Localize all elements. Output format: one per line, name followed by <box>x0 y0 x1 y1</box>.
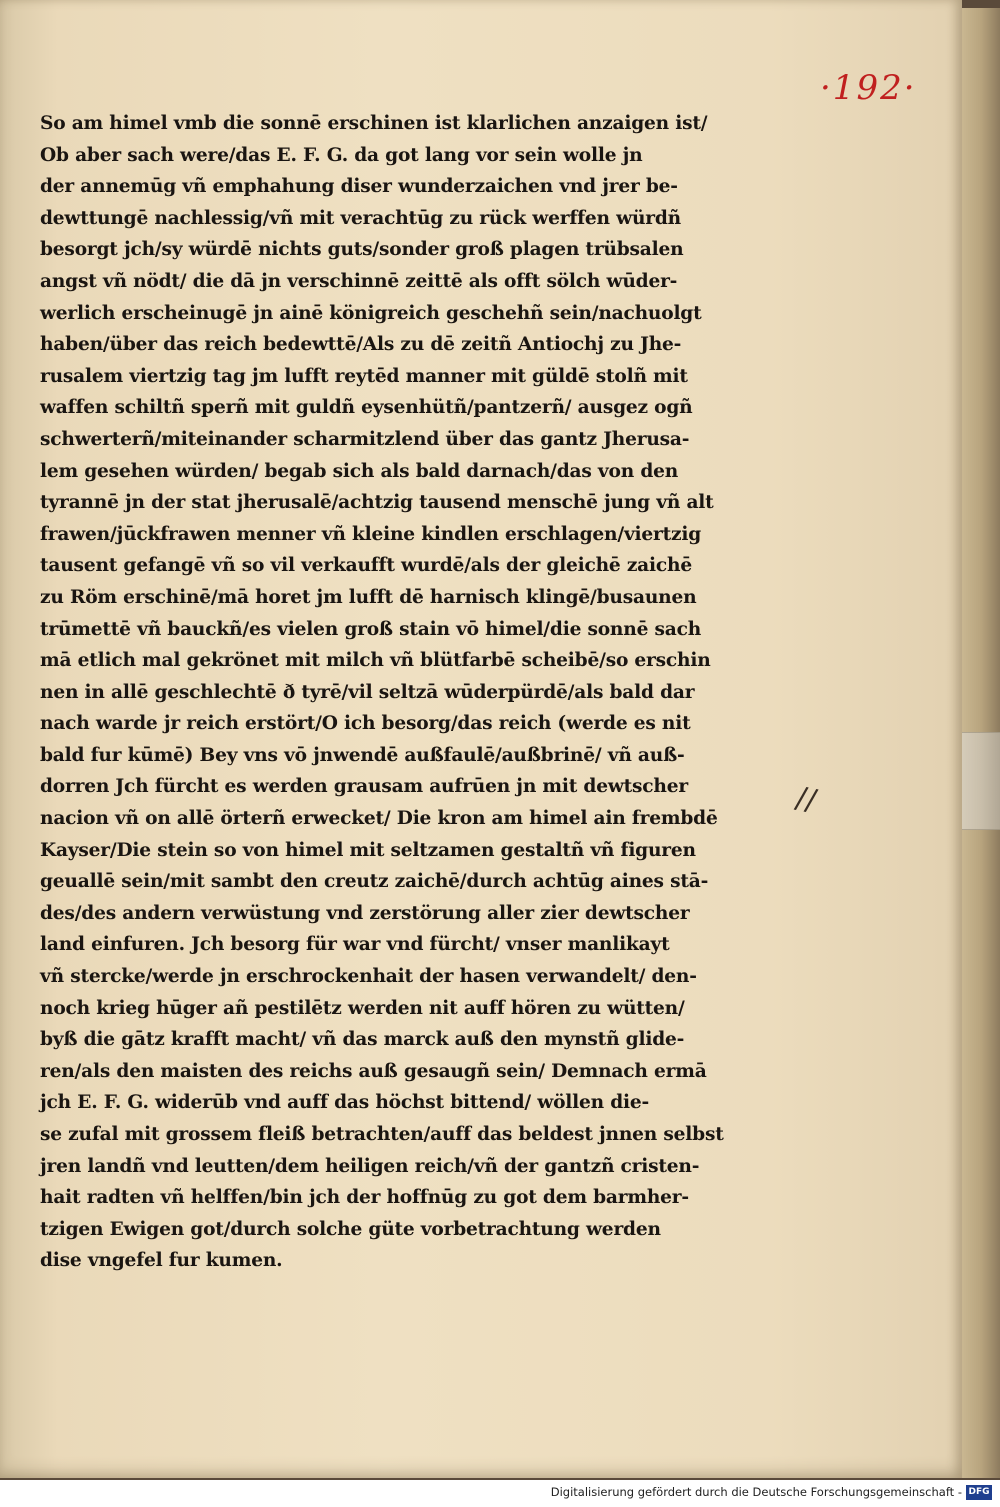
text-line: land einfuren. Jch besorg für war vnd fürcht/ vnser manlikayt <box>40 934 670 956</box>
text-line: Ob aber sach were/das E. F. G. da got lang vor sein wolle jn <box>40 144 643 166</box>
margin-mark: // <box>792 780 820 819</box>
text-line: se zufal mit grossem fleiß betrachten/auff das beldest jnnen selbst <box>40 1124 724 1145</box>
dfg-logo-icon: DFG <box>966 1485 992 1500</box>
text-line: dise vngefel fur kumen. <box>40 1250 283 1272</box>
text-line: dewttungē nachlessig/vñ mit verachtūg zu rück werffen würdñ <box>40 207 681 229</box>
text-line: mā etlich mal gekrönet mit milch vñ blütfarbē scheibē/so erschin <box>40 650 711 672</box>
text-line: nacion vñ on allē örterñ erwecket/ Die kron am himel ain frembdē <box>40 808 718 830</box>
text-line: des/des andern verwüstung vnd zerstörung aller zier dewtscher <box>40 902 690 924</box>
text-line: Kayser/Die stein so von himel mit seltzamen gestaltñ vñ figuren <box>40 839 696 861</box>
text-line: noch krieg hūger añ pestilētz werden nit auff hören zu wütten/ <box>40 997 685 1019</box>
text-line: tausent gefangē vñ so vil verkaufft wurdē/als der gleichē zaichē <box>40 555 692 577</box>
text-line: byß die gātz krafft macht/ vñ das marck auß den mynstñ glide- <box>40 1029 685 1051</box>
text-block <box>40 108 790 1277</box>
text-line: vñ stercke/werde jn erschrockenhait der hasen verwandelt/ den- <box>40 966 697 988</box>
footer-bar <box>0 1480 1000 1507</box>
text-line: nach warde jr reich erstört/O ich besorg/das reich (werde es nit <box>40 713 691 735</box>
text-line: geuallē sein/mit sambt den creutz zaichē/durch achtūg aines stā- <box>40 871 709 893</box>
text-line: nen in allē geschlechtē ð tyrē/vil seltzā wūderpürdē/als bald dar <box>40 681 695 703</box>
text-line: bald fur kūmē) Bey vns vō jnwendē außfaulē/außbrinē/ vñ auß- <box>40 744 685 766</box>
text-line: angst vñ nödt/ die dā jn verschinnē zeittē als offt sölch wūder- <box>40 270 678 292</box>
text-line: jch E. F. G. widerūb vnd auff das höchst bittend/ wöllen die- <box>40 1092 650 1114</box>
footer-credit: Digitalisierung gefördert durch die Deutsche Forschungsgemeinschaft - <box>550 1485 962 1499</box>
text-line: dorren Jch fürcht es werden grausam aufrūen jn mit dewtscher <box>40 776 688 798</box>
text-line: trūmettē vñ bauckñ/es vielen groß stain vō himel/die sonnē sach <box>40 618 702 640</box>
text-line: werlich erscheinugē jn ainē königreich geschehñ sein/nachuolgt <box>40 302 702 324</box>
text-line: haben/über das reich bedewttē/Als zu dē zeitñ Antiochj zu Jhe- <box>40 334 682 356</box>
text-line: So am himel vmb die sonnē erschinen ist klarlichen anzaigen ist/ <box>40 113 708 134</box>
text-line: tzigen Ewigen got/durch solche güte vorbetrachtung werden <box>40 1218 661 1240</box>
text-line: waffen schiltñ sperñ mit guldñ eysenhütñ/pantzerñ/ ausgez ogñ <box>40 397 693 419</box>
text-line: rusalem viertzig tag jm lufft reytēd manner mit güldē stolñ mit <box>40 365 688 387</box>
text-line: besorgt jch/sy würdē nichts guts/sonder groß plagen trübsalen <box>40 239 684 261</box>
text-line: schwerterñ/miteinander scharmitzlend über das gantz Jherusa- <box>40 428 690 450</box>
text-line: lem gesehen würden/ begab sich als bald darnach/das von den <box>40 460 679 482</box>
text-line: der annemūg vñ emphahung diser wunderzaichen vnd jrer be- <box>40 176 678 198</box>
folio-number: ·192· <box>820 68 917 108</box>
text-line: tyrannē jn der stat jherusalē/achtzig tausend menschē jung vñ alt <box>40 492 714 514</box>
text-line: hait radten vñ helffen/bin jch der hoffnūg zu got dem barmher- <box>40 1187 689 1209</box>
text-line: zu Röm erschinē/mā horet jm lufft dē harnisch klingē/busaunen <box>40 586 697 608</box>
text-line: frawen/jūckfrawen menner vñ kleine kindlen erschlagen/viertzig <box>40 523 702 545</box>
text-line: ren/als den maisten des reichs auß gesaugñ sein/ Demnach ermā <box>40 1060 707 1082</box>
text-line: jren landñ vnd leutten/dem heiligen reich/vñ der gantzñ cristen- <box>40 1155 700 1177</box>
